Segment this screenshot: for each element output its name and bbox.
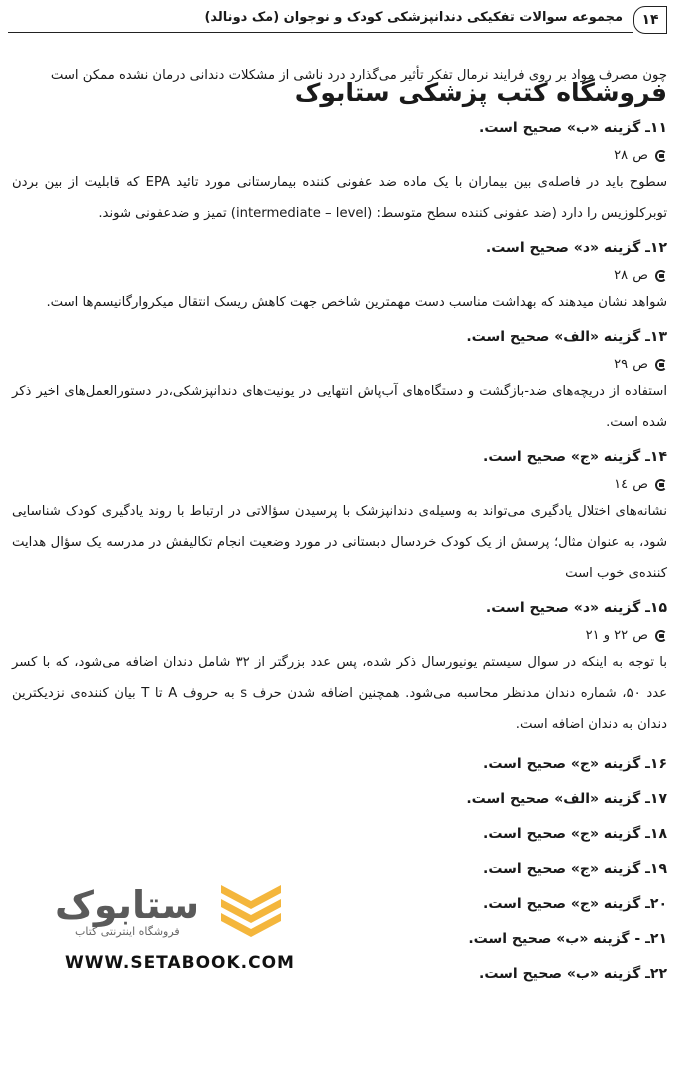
explanation-text: با توجه به اینکه در سوال سیستم یونیورسال ذکر شده، پس عدد بزرگتر از ۳۲ شامل دندان اضافه می‌شود، که با کسر عدد ۵۰، شماره دندان مدنظر محاسبه می‌شود. همچنین اضافه شدن حرف s به حروف A تا T بیان کننده‌ی نزدیکترین دندان به دندان اضافه است. [12, 655, 668, 732]
explanation-text: شواهد نشان میدهند که بهداشت مناسب دست مهمترین شاخص جهت کاهش ریسک انتقال میکروارگانیسم‌ها است. [46, 295, 667, 310]
answer-line: ۱۹ـ گزینه «ج» صحیح است. [483, 861, 667, 877]
source-ref [12, 265, 667, 287]
logo-word: ستابوک [55, 883, 200, 927]
answer-line: ۱۵ـ گزینه «د» صحیح است. [485, 600, 667, 616]
answer-line: ۱۴ـ گزینه «ج» صحیح است. [483, 449, 667, 465]
logo-subtitle: فروشگاه اینترنتی کتاب [75, 925, 180, 938]
answer-line: ۱۶ـ گزینه «ج» صحیح است. [483, 756, 667, 772]
header-title: مجموعه سوالات تفکیکی دندانپزشکی کودک و نوجوان (مک دونالد) [204, 10, 623, 25]
explanation-text: استفاده از دریچه‌های ضد-بازگشت و دستگاه‌های آب‌پاش انتهایی در یونیت‌های دندانپزشکی،در دستورالعمل‌های اخیر ذکر شده است. [12, 384, 667, 430]
source-icon [653, 270, 667, 282]
item-11 [12, 117, 667, 229]
page-header [8, 6, 667, 34]
page-content [12, 60, 667, 985]
source-icon [653, 630, 667, 642]
setabook-logo [55, 875, 295, 975]
answer-line: ۲۱ـ - گزینه «ب» صحیح است. [468, 931, 667, 947]
source-ref [12, 474, 667, 496]
explanation-text: سطوح باید در فاصله‌ی بین بیماران با یک ماده ضد عفونی کننده بیمارستانی مورد تائید EPA که قابلیت از بین بردن توبرکلوزیس را دارد (ضد عفونی کننده سطح متوسط: (intermediate – level) تمیز و ضدعفونی شوند. [12, 175, 667, 221]
book-stack-icon [215, 877, 287, 937]
source-icon [653, 150, 667, 162]
item-12 [12, 237, 667, 318]
item-14 [12, 446, 667, 589]
logo-url: WWW.SETABOOK.COM [65, 953, 295, 973]
page-number: ۱۴ [633, 6, 667, 34]
answer-line: ۱۱ـ گزینه «ب» صحیح است. [479, 120, 667, 136]
source-ref [12, 354, 667, 376]
item-13 [12, 326, 667, 438]
source-text: ص ۲۲ و ۲۱ [585, 628, 648, 643]
source-ref [12, 145, 667, 167]
source-text: ص ۱٤ [614, 477, 648, 492]
source-text: ص ۲۸ [614, 148, 648, 163]
item-15 [12, 597, 667, 740]
answer-line: ۲۲ـ گزینه «ب» صحیح است. [479, 966, 667, 982]
answer-line: ۱۷ـ گزینه «الف» صحیح است. [466, 791, 667, 807]
header-divider [8, 32, 633, 33]
answer-line: ۱۲ـ گزینه «د» صحیح است. [485, 240, 667, 256]
source-icon [653, 359, 667, 371]
answer-line: ۱۳ـ گزینه «الف» صحیح است. [466, 329, 667, 345]
explanation-text: نشانه‌های اختلال یادگیری می‌تواند به وسیله‌ی دندانپزشک با پرسیدن سؤالاتی در ارتباط با روند یادگیری کودک شناسایی شود، به عنوان مثال؛ پرسش از یک کودک خردسال دبستانی در مورد وضعیت انجام تکالیفش در مدرسه یک سؤال هدایت کننده‌ی خوب است [12, 504, 667, 581]
source-icon [653, 479, 667, 491]
intro-text: چون مصرف مواد بر روی فرایند نرمال تفکر تأثیر می‌گذارد درد ناشی از مشکلات دندانی درمان نشده ممکن است [50, 68, 667, 83]
watermark-heading: فروشگاه کتب پزشکی ستابوک [294, 78, 667, 107]
source-ref [12, 625, 667, 647]
source-text: ص ۲۹ [614, 357, 648, 372]
answer-line: ۱۸ـ گزینه «ج» صحیح است. [483, 826, 667, 842]
source-text: ص ۲۸ [614, 268, 648, 283]
answer-line: ۲۰ـ گزینه «ج» صحیح است. [483, 896, 667, 912]
